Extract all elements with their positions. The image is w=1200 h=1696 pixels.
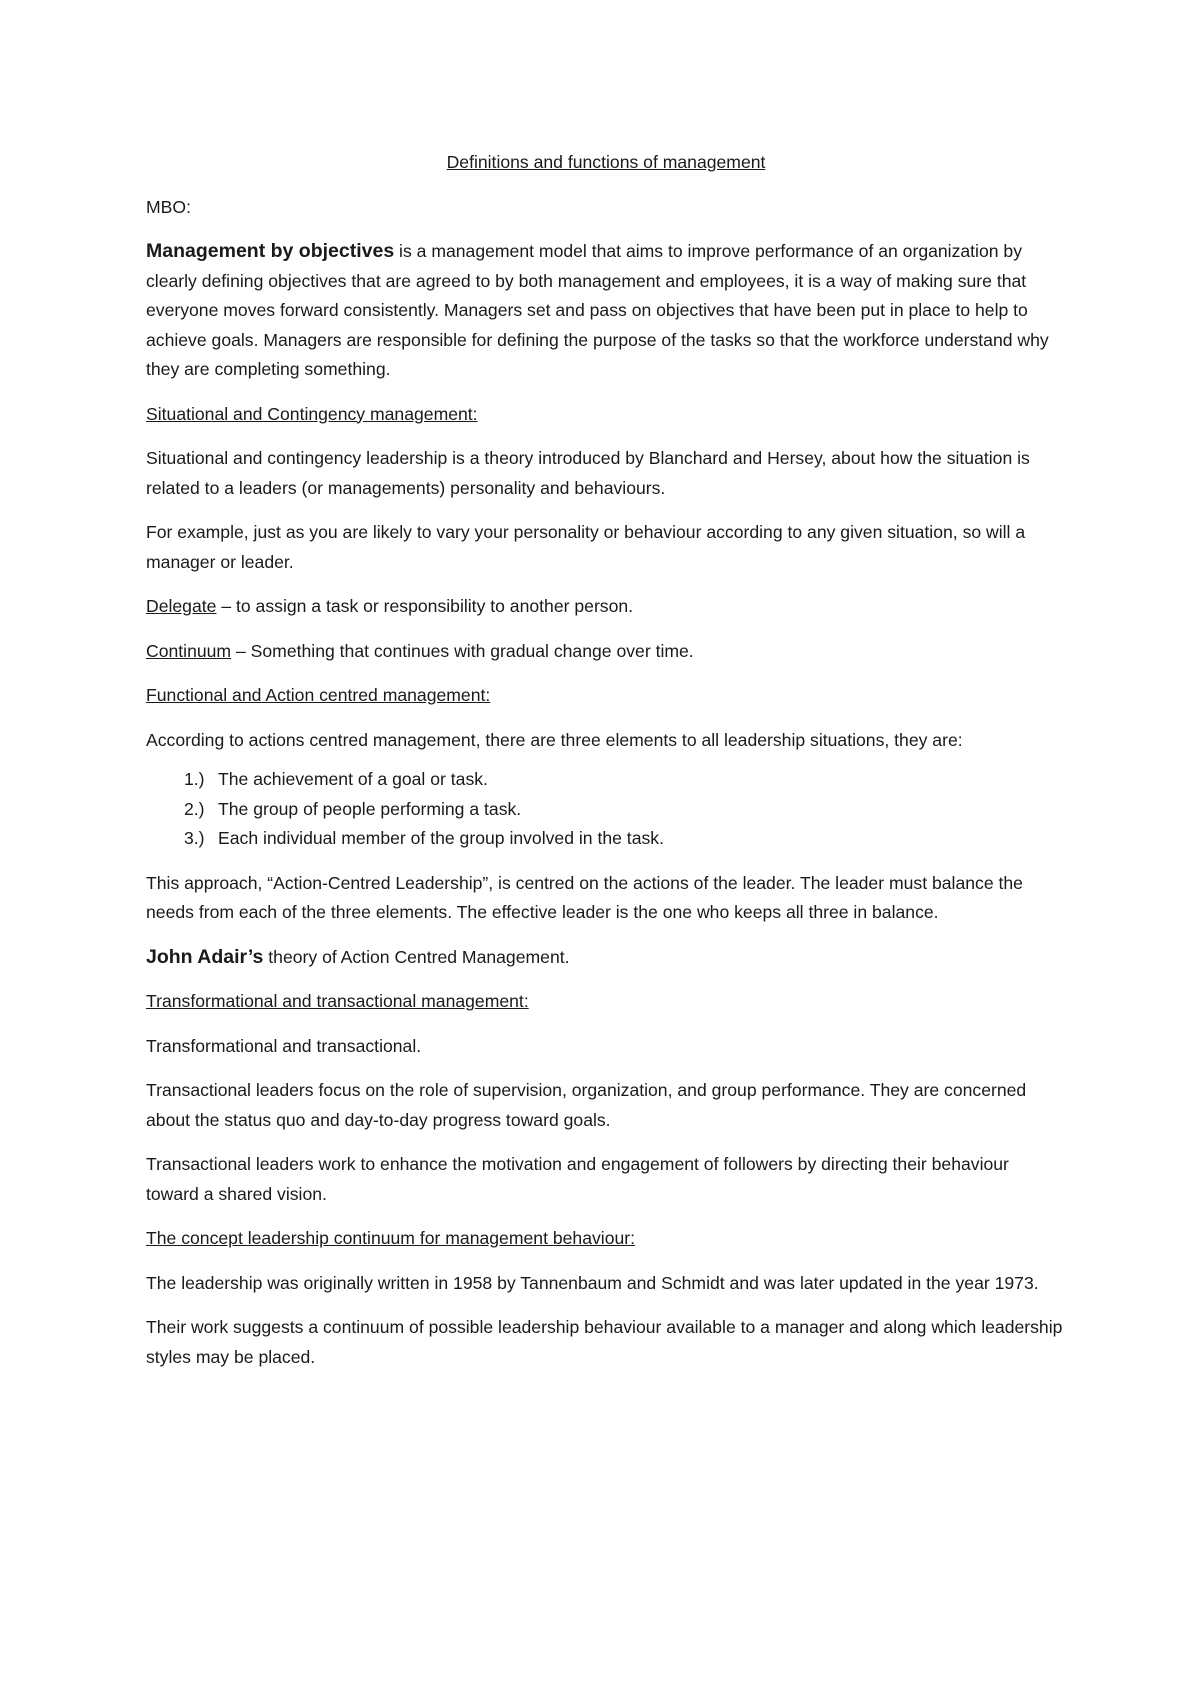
adair-paragraph xyxy=(146,943,1066,973)
adair-text: theory of Action Centred Management. xyxy=(263,946,570,967)
delegate-definition xyxy=(146,592,1066,622)
mbo-paragraph xyxy=(146,237,1066,385)
document-body xyxy=(146,148,1066,1387)
list-item-number: 3.) xyxy=(184,828,205,848)
elements-list xyxy=(146,765,1066,854)
list-item-text: Each individual member of the group involved in the task. xyxy=(218,828,664,848)
functional-heading: Functional and Action centred management: xyxy=(146,685,491,705)
list-item-text: The group of people performing a task. xyxy=(218,798,522,819)
mbo-bold-term: Management by objectives xyxy=(146,240,395,262)
list-item-number: 1.) xyxy=(184,769,205,789)
list-item xyxy=(184,765,1066,795)
continuum-term: Continuum xyxy=(146,640,232,661)
continuum-definition xyxy=(146,637,1066,667)
adair-bold-term: John Adair’s xyxy=(146,945,264,968)
document-title: Definitions and functions of management xyxy=(446,152,766,172)
mbo-body-text: is a management model that aims to improve performance of an organization by clearly defining objectives that are agreed to by both management and employees, it is a way of making sure that everyone moves forward consistently. Managers set and pass on objectives that have been put in place to help to achieve goals. Managers are responsible for defining the purpose of the tasks so that the workforce understand why they are completing something. xyxy=(146,241,1049,379)
list-item xyxy=(184,824,1066,854)
transformational-paragraph-1: Transformational and transactional. xyxy=(146,1035,422,1056)
functional-intro: According to actions centred management, there are three elements to all leadership situations, they are: xyxy=(146,729,963,750)
continuum-section-heading: The concept leadership continuum for management behaviour: xyxy=(146,1228,636,1248)
continuum-section-paragraph-1: The leadership was originally written in 1958 by Tannenbaum and Schmidt and was later updated in the year 1973. xyxy=(146,1272,1039,1293)
continuum-section-paragraph-2: Their work suggests a continuum of possible leadership behaviour available to a manager and along which leadership styles may be placed. xyxy=(146,1317,1063,1367)
situational-heading: Situational and Contingency management: xyxy=(146,403,478,424)
transformational-heading: Transformational and transactional management: xyxy=(146,991,529,1011)
transformational-paragraph-3: Transactional leaders work to enhance the motivation and engagement of followers by directing their behaviour toward a shared vision. xyxy=(146,1154,1009,1204)
mbo-heading: MBO: xyxy=(146,196,191,217)
list-item-text: The achievement of a goal or task. xyxy=(218,769,488,789)
approach-paragraph: This approach, “Action-Centred Leadership”, is centred on the actions of the leader. The leader must balance the needs from each of the three elements. The effective leader is the one who keeps all three in balance. xyxy=(146,872,1023,922)
transformational-paragraph-2: Transactional leaders focus on the role of supervision, organization, and group performance. They are concerned about the status quo and day-to-day progress toward goals. xyxy=(146,1080,1027,1130)
list-item xyxy=(184,795,1066,825)
list-item-number: 2.) xyxy=(184,798,205,819)
continuum-text: – Something that continues with gradual change over time. xyxy=(231,640,694,661)
delegate-term: Delegate xyxy=(146,596,217,616)
delegate-text: – to assign a task or responsibility to another person. xyxy=(216,596,634,616)
situational-paragraph-2: For example, just as you are likely to vary your personality or behaviour according to any given situation, so will a manager or leader. xyxy=(146,522,1026,572)
situational-paragraph-1: Situational and contingency leadership is a theory introduced by Blanchard and Hersey, about how the situation is related to a leaders (or managements) personality and behaviours. xyxy=(146,448,1030,498)
